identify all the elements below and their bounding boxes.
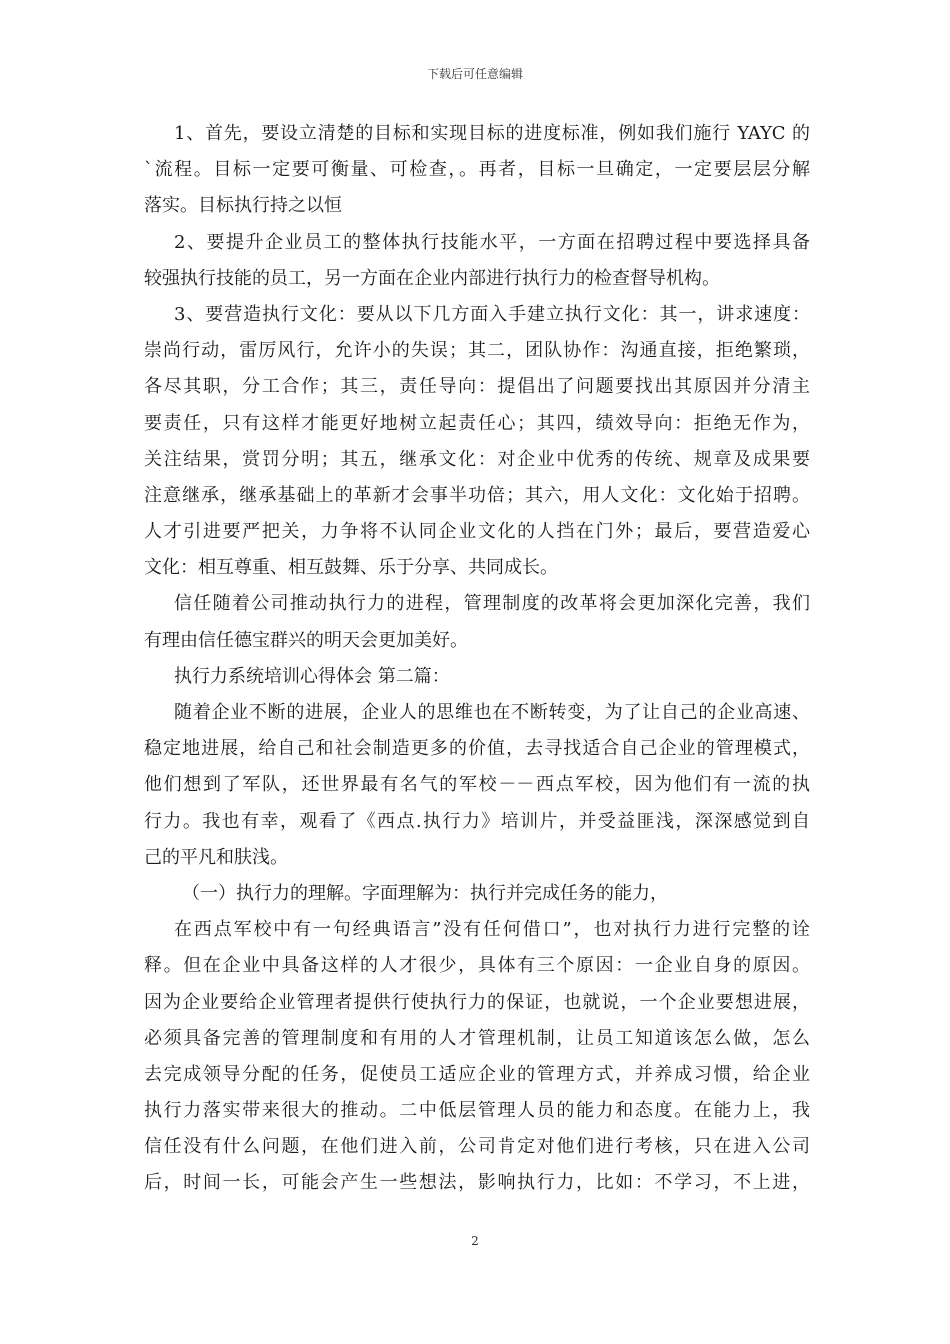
text-line: `流程。目标一定要可衡量、可检查，。再者，目标一旦确定，一定要层层分解: [144, 159, 810, 181]
text-line: 落实。目标执行持之以恒: [144, 195, 342, 217]
text-line: 必须具备完善的管理制度和有用的人才管理机制，让员工知道该怎么做，怎么: [144, 1027, 810, 1049]
text-line: 人才引进要严把关，力争将不认同企业文化的人挡在门外；最后，要营造爱心: [144, 521, 810, 543]
text-line: 信任没有什么问题，在他们进入前，公司肯定对他们进行考核，只在进入公司: [144, 1136, 810, 1158]
text-line: 关注结果，赏罚分明；其五，继承文化：对企业中优秀的传统、规章及成果要: [144, 448, 810, 470]
text-line: 注意继承，继承基础上的革新才会事半功倍；其六，用人文化：文化始于招聘。: [144, 484, 810, 506]
text-line: 要责任，只有这样才能更好地树立起责任心；其四，绩效导向：拒绝无作为，: [144, 412, 810, 434]
text-line: 稳定地进展，给自己和社会制造更多的价值，去寻找适合自己企业的管理模式，: [144, 738, 810, 760]
text-line: 执行力系统培训心得体会 第二篇：: [174, 665, 450, 687]
text-line: 有理由信任德宝群兴的明天会更加美好。: [144, 629, 468, 651]
page-number: 2: [471, 1234, 479, 1248]
text-line: 3、要营造执行文化：要从以下几方面入手建立执行文化：其一，讲求速度：: [174, 303, 810, 325]
text-line: 去完成领导分配的任务，促使员工适应企业的管理方式，并养成习惯，给企业: [144, 1063, 810, 1085]
text-line: 执行力落实带来很大的推动。二中低层管理人员的能力和态度。在能力上，我: [144, 1100, 810, 1122]
document-body: [144, 116, 810, 1202]
page-header: 下载后可任意编辑: [426, 67, 523, 81]
text-line: 己的平凡和肤浅。: [144, 846, 288, 868]
text-line: 1、首先，要设立清楚的目标和实现目标的进度标准，例如我们施行 YAYC 的: [174, 123, 810, 144]
text-line: 各尽其职，分工合作；其三，责任导向：提倡出了问题要找出其原因并分清主: [144, 376, 810, 398]
text-line: 他们想到了军队，还世界最有名气的军校－－西点军校，因为他们有一流的执: [144, 774, 810, 796]
text-line: 文化：相互尊重、相互鼓舞、乐于分享、共同成长。: [144, 557, 558, 579]
text-line: 释。但在企业中具备这样的人才很少，具体有三个原因：一企业自身的原因。: [144, 955, 810, 977]
text-line: 因为企业要给企业管理者提供行使执行力的保证，也就说，一个企业要想进展，: [144, 991, 810, 1013]
text-line: 随着企业不断的进展，企业人的思维也在不断转变，为了让自己的企业高速、: [174, 702, 810, 723]
text-line: 2、要提升企业员工的整体执行技能水平，一方面在招聘过程中要选择具备: [174, 231, 810, 253]
text-line: 后，时间一长，可能会产生一些想法，影响执行力，比如：不学习，不上进，: [144, 1172, 810, 1194]
text-line: （一）执行力的理解。字面理解为：执行并完成任务的能力，: [182, 882, 668, 904]
text-line: 在西点军校中有一句经典语言”没有任何借口”，也对执行力进行完整的诠: [174, 919, 810, 941]
text-line: 崇尚行动，雷厉风行，允许小的失误；其二，团队协作：沟通直接，拒绝繁琐，: [144, 340, 810, 362]
text-line: 行力。我也有幸，观看了《西点.执行力》培训片，并受益匪浅，深深感觉到自: [144, 810, 810, 832]
text-line: 较强执行技能的员工，另一方面在企业内部进行执行力的检查督导机构。: [144, 267, 720, 289]
text-line: 信任随着公司推动执行力的进程，管理制度的改革将会更加深化完善，我们: [174, 593, 810, 615]
